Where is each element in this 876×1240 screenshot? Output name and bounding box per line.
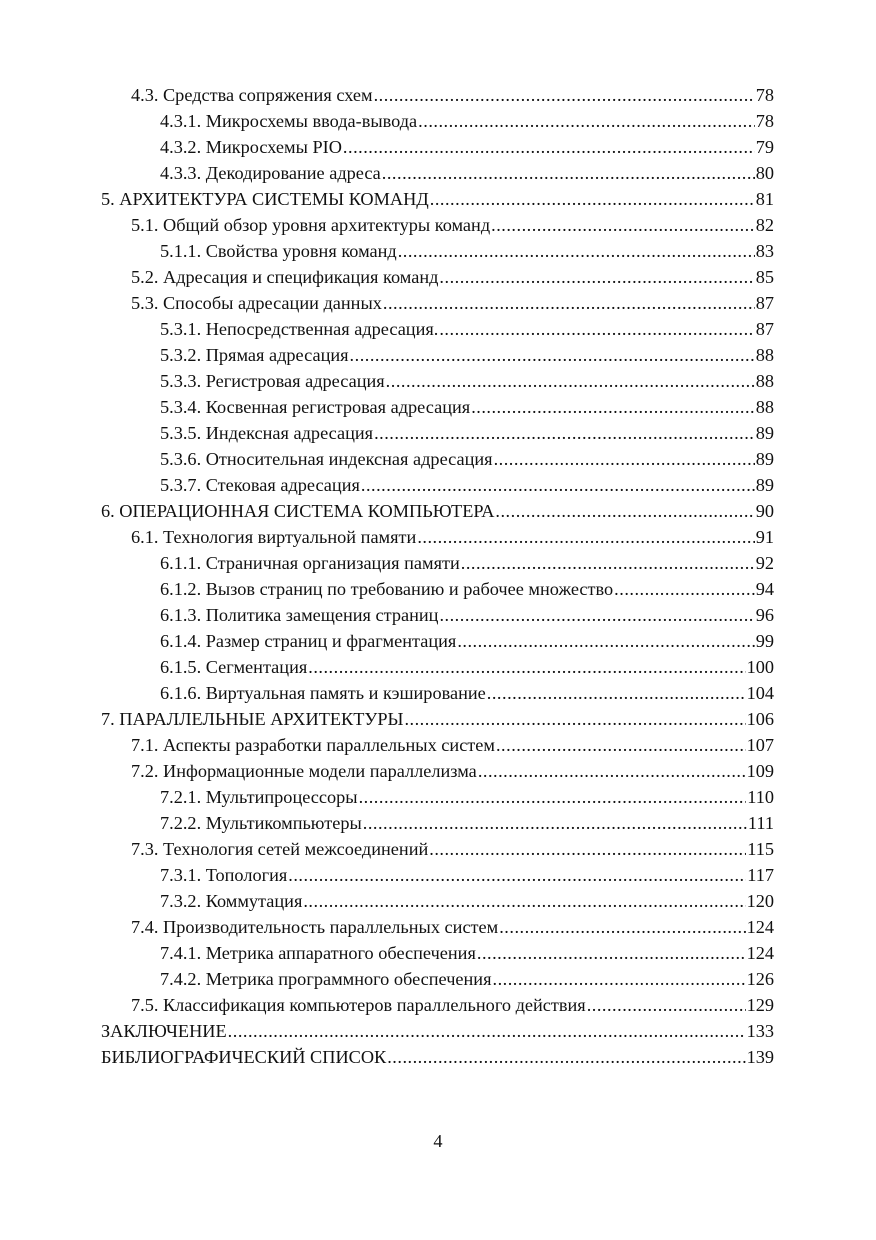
toc-entry-title: 5.1.1. Свойства уровня команд bbox=[160, 241, 397, 261]
dot-leader bbox=[587, 992, 746, 1018]
toc-entry bbox=[101, 524, 774, 550]
toc-entry-page: 126 bbox=[746, 969, 774, 989]
toc-entry bbox=[101, 888, 774, 914]
toc-entry-page: 88 bbox=[755, 371, 774, 391]
toc-entry bbox=[101, 134, 774, 160]
toc-entry-page: 99 bbox=[755, 631, 774, 651]
toc-entry bbox=[101, 446, 774, 472]
dot-leader bbox=[457, 628, 754, 654]
toc-entry-title: 7.3. Технология сетей межсоединений bbox=[131, 839, 429, 859]
dot-leader bbox=[439, 264, 754, 290]
dot-leader bbox=[614, 576, 755, 602]
dot-leader bbox=[439, 316, 754, 342]
toc-entry-title: 7.2.2. Мультикомпьютеры bbox=[160, 813, 362, 833]
toc-entry-page: 133 bbox=[746, 1021, 774, 1041]
toc-entry-title: 6.1.4. Размер страниц и фрагментация bbox=[160, 631, 457, 651]
toc-entry-page: 88 bbox=[755, 345, 774, 365]
toc-entry bbox=[101, 706, 774, 732]
toc-entry-page: 139 bbox=[746, 1047, 774, 1067]
dot-leader bbox=[303, 888, 745, 914]
toc-entry bbox=[101, 758, 774, 784]
toc-entry-title: 5.3.7. Стековая адресация bbox=[160, 475, 360, 495]
toc-entry-page: 82 bbox=[755, 215, 774, 235]
toc-entry bbox=[101, 394, 774, 420]
toc-entry-title: 4.3. Средства сопряжения схем bbox=[131, 85, 373, 105]
toc-entry-title: 5.3.6. Относительная индексная адресация bbox=[160, 449, 493, 469]
toc-entry-title: 6.1.6. Виртуальная память и кэширование bbox=[160, 683, 486, 703]
toc-entry bbox=[101, 186, 774, 212]
toc-entry-page: 91 bbox=[755, 527, 774, 547]
dot-leader bbox=[374, 420, 755, 446]
toc-entry-page: 94 bbox=[755, 579, 774, 599]
toc-entry-title: 7.1. Аспекты разработки параллельных систем bbox=[131, 735, 495, 755]
dot-leader bbox=[359, 784, 747, 810]
toc-entry-page: 85 bbox=[755, 267, 774, 287]
toc-entry bbox=[101, 82, 774, 108]
dot-leader bbox=[383, 290, 755, 316]
toc-entry bbox=[101, 264, 774, 290]
toc-entry-page: 87 bbox=[755, 319, 774, 339]
dot-leader bbox=[350, 342, 755, 368]
toc-entry bbox=[101, 1018, 774, 1044]
dot-leader bbox=[430, 186, 755, 212]
toc-entry-page: 89 bbox=[755, 475, 774, 495]
toc-entry-title: 7.4. Производительность параллельных систем bbox=[131, 917, 499, 937]
toc-entry-page: 117 bbox=[747, 865, 774, 885]
toc-entry bbox=[101, 238, 774, 264]
dot-leader bbox=[398, 238, 755, 264]
toc-entry bbox=[101, 108, 774, 134]
dot-leader bbox=[461, 550, 755, 576]
dot-leader bbox=[382, 160, 755, 186]
toc-entry-title: 5.2. Адресация и спецификация команд bbox=[131, 267, 439, 287]
toc-entry-title: 6.1. Технология виртуальной памяти bbox=[131, 527, 417, 547]
page-number: 4 bbox=[433, 1131, 443, 1151]
toc-entry bbox=[101, 342, 774, 368]
dot-leader bbox=[478, 758, 746, 784]
toc-entry bbox=[101, 1044, 774, 1070]
dot-leader bbox=[493, 966, 746, 992]
toc-entry bbox=[101, 810, 774, 836]
toc-entry-page: 80 bbox=[755, 163, 774, 183]
toc-entry-title: 5. АРХИТЕКТУРА СИСТЕМЫ КОМАНД bbox=[101, 189, 429, 209]
toc-entry-title: 5.3.5. Индексная адресация bbox=[160, 423, 374, 443]
toc-entry-title: ЗАКЛЮЧЕНИЕ bbox=[101, 1021, 227, 1041]
toc-entry bbox=[101, 836, 774, 862]
toc-entry bbox=[101, 160, 774, 186]
toc-entry-title: 4.3.3. Декодирование адреса bbox=[160, 163, 381, 183]
toc-entry-page: 79 bbox=[755, 137, 774, 157]
dot-leader bbox=[343, 134, 755, 160]
toc-entry bbox=[101, 368, 774, 394]
toc-entry bbox=[101, 862, 774, 888]
toc-entry-title: 7. ПАРАЛЛЕЛЬНЫЕ АРХИТЕКТУРЫ bbox=[101, 709, 404, 729]
toc-entry-page: 83 bbox=[755, 241, 774, 261]
toc-entry-title: 5.3.3. Регистровая адресация bbox=[160, 371, 385, 391]
toc-entry bbox=[101, 628, 774, 654]
toc-entry bbox=[101, 966, 774, 992]
toc-entry-page: 92 bbox=[755, 553, 774, 573]
toc-entry-page: 78 bbox=[755, 111, 774, 131]
toc-entry-page: 124 bbox=[746, 943, 774, 963]
toc-entry bbox=[101, 316, 774, 342]
toc-entry-title: 7.2. Информационные модели параллелизма bbox=[131, 761, 477, 781]
toc-entry-page: 96 bbox=[755, 605, 774, 625]
dot-leader bbox=[228, 1018, 746, 1044]
toc-entry-title: 7.5. Классификация компьютеров параллельного действия bbox=[131, 995, 586, 1015]
toc-entry-page: 78 bbox=[755, 85, 774, 105]
dot-leader bbox=[494, 446, 755, 472]
toc-entry-title: 6.1.3. Политика замещения страниц bbox=[160, 605, 439, 625]
toc-entry-title: 4.3.1. Микросхемы ввода-вывода bbox=[160, 111, 418, 131]
toc-entry-page: 107 bbox=[746, 735, 774, 755]
dot-leader bbox=[417, 524, 754, 550]
toc-entry-page: 88 bbox=[755, 397, 774, 417]
toc-entry bbox=[101, 550, 774, 576]
toc-entry bbox=[101, 732, 774, 758]
toc-entry bbox=[101, 992, 774, 1018]
toc-entry-title: 5.3.1. Непосредственная адресация. bbox=[160, 319, 439, 339]
dot-leader bbox=[491, 212, 755, 238]
toc-entry-page: 124 bbox=[746, 917, 774, 937]
toc-entry bbox=[101, 420, 774, 446]
toc-entry-title: 7.3.2. Коммутация bbox=[160, 891, 303, 911]
toc-entry-page: 89 bbox=[755, 423, 774, 443]
toc-entry bbox=[101, 212, 774, 238]
toc-entry-title: 7.4.2. Метрика программного обеспечения bbox=[160, 969, 492, 989]
toc-entry bbox=[101, 654, 774, 680]
toc-entry-title: 4.3.2. Микросхемы PIO bbox=[160, 137, 342, 157]
toc-entry-title: 7.2.1. Мультипроцессоры bbox=[160, 787, 358, 807]
toc-entry-title: 5.3.4. Косвенная регистровая адресация bbox=[160, 397, 471, 417]
toc-entry bbox=[101, 680, 774, 706]
toc-entry-page: 120 bbox=[746, 891, 774, 911]
toc-entry-page: 87 bbox=[755, 293, 774, 313]
toc-entry-title: 6. ОПЕРАЦИОННАЯ СИСТЕМА КОМПЬЮТЕРА bbox=[101, 501, 495, 521]
toc-entry bbox=[101, 784, 774, 810]
toc-entry-page: 104 bbox=[746, 683, 774, 703]
toc-entry-page: 106 bbox=[746, 709, 774, 729]
toc-entry-page: 90 bbox=[755, 501, 774, 521]
toc-entry-title: 5.1. Общий обзор уровня архитектуры команд bbox=[131, 215, 491, 235]
toc-entry-page: 81 bbox=[755, 189, 774, 209]
dot-leader bbox=[439, 602, 754, 628]
toc-entry bbox=[101, 472, 774, 498]
toc-entry-title: 6.1.5. Сегментация bbox=[160, 657, 308, 677]
toc-entry bbox=[101, 576, 774, 602]
dot-leader bbox=[374, 82, 755, 108]
toc-entry-page: 89 bbox=[755, 449, 774, 469]
toc-entry-title: 6.1.1. Страничная организация памяти bbox=[160, 553, 460, 573]
dot-leader bbox=[471, 394, 755, 420]
dot-leader bbox=[404, 706, 745, 732]
toc-entry-title: БИБЛИОГРАФИЧЕСКИЙ СПИСОК bbox=[101, 1047, 387, 1067]
toc-entry bbox=[101, 602, 774, 628]
table-of-contents bbox=[101, 82, 774, 1070]
toc-entry-page: 115 bbox=[747, 839, 774, 859]
dot-leader bbox=[363, 810, 747, 836]
toc-entry bbox=[101, 940, 774, 966]
dot-leader bbox=[496, 732, 746, 758]
dot-leader bbox=[387, 1044, 745, 1070]
toc-entry-title: 7.3.1. Топология bbox=[160, 865, 288, 885]
dot-leader bbox=[386, 368, 755, 394]
dot-leader bbox=[487, 680, 746, 706]
dot-leader bbox=[429, 836, 746, 862]
dot-leader bbox=[495, 498, 754, 524]
dot-leader bbox=[477, 940, 746, 966]
toc-entry-title: 6.1.2. Вызов страниц по требованию и рабочее множество bbox=[160, 579, 614, 599]
toc-entry-page: 100 bbox=[746, 657, 774, 677]
toc-entry bbox=[101, 914, 774, 940]
toc-entry-title: 7.4.1. Метрика аппаратного обеспечения bbox=[160, 943, 476, 963]
toc-entry-page: 111 bbox=[747, 813, 774, 833]
toc-entry-page: 110 bbox=[747, 787, 774, 807]
toc-entry-page: 109 bbox=[746, 761, 774, 781]
dot-leader bbox=[499, 914, 745, 940]
toc-entry bbox=[101, 498, 774, 524]
toc-entry-title: 5.3. Способы адресации данных bbox=[131, 293, 382, 313]
toc-entry-page: 129 bbox=[746, 995, 774, 1015]
toc-entry-title: 5.3.2. Прямая адресация bbox=[160, 345, 349, 365]
toc-entry bbox=[101, 290, 774, 316]
dot-leader bbox=[288, 862, 746, 888]
dot-leader bbox=[308, 654, 745, 680]
dot-leader bbox=[361, 472, 755, 498]
dot-leader bbox=[418, 108, 755, 134]
